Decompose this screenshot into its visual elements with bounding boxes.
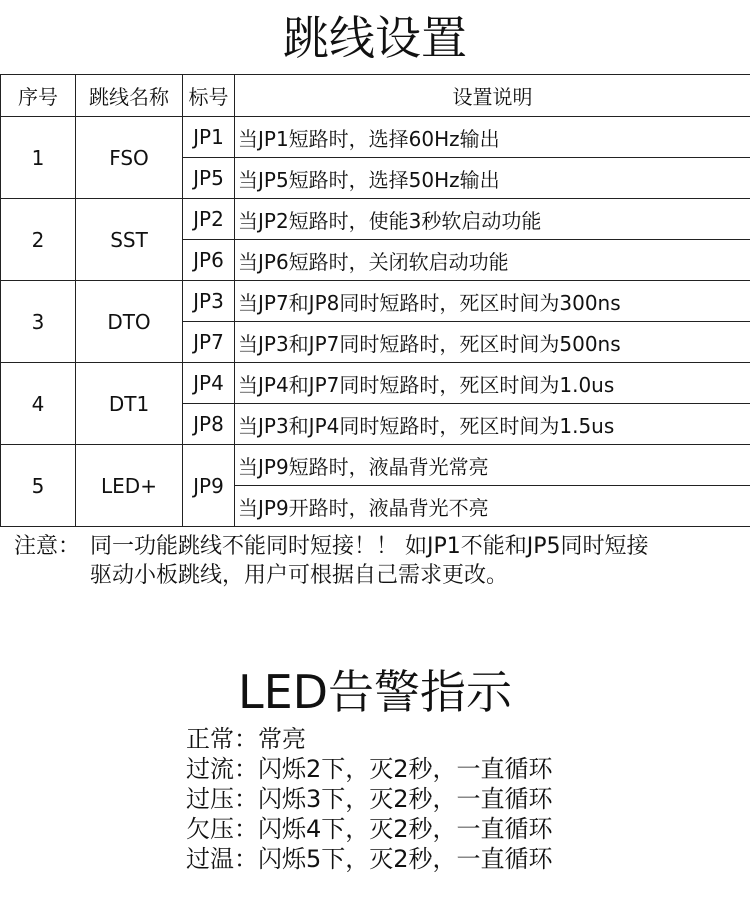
led-item-overcurrent: 过流：闪烁2下，灭2秒，一直循环 [186, 755, 553, 783]
table-row [1, 199, 750, 240]
table-row [1, 117, 750, 158]
serial-number-cell: 2 [1, 199, 76, 281]
jumper-name-cell: DTO [76, 281, 183, 363]
led-alarm-title: LED告警指示 [237, 665, 513, 719]
serial-number-cell: 5 [1, 445, 76, 527]
description-cell: 当JP5短路时，选择50Hz输出 [235, 158, 750, 199]
description-cell: 当JP7和JP8同时短路时，死区时间为300ns [235, 281, 750, 322]
table-row [1, 445, 750, 486]
led-alarm-list [186, 724, 553, 874]
description-cell: 当JP6短路时，关闭软启动功能 [235, 240, 750, 281]
jumper-label-cell: JP5 [183, 158, 235, 199]
jumper-label-cell: JP3 [183, 281, 235, 322]
table-row [1, 281, 750, 322]
serial-number-cell: 3 [1, 281, 76, 363]
header-label: 标号 [183, 75, 235, 117]
jumper-label-cell: JP4 [183, 363, 235, 404]
table-header-row [1, 75, 750, 117]
jumper-name-cell: LED+ [76, 445, 183, 527]
led-item-overvoltage: 过压：闪烁3下，灭2秒，一直循环 [186, 785, 553, 813]
description-cell: 当JP9开路时，液晶背光不亮 [235, 486, 750, 527]
jumper-name-cell: FSO [76, 117, 183, 199]
serial-number-cell: 1 [1, 117, 76, 199]
led-item-overtemperature: 过温：闪烁5下，灭2秒，一直循环 [186, 845, 553, 873]
jumper-settings-table [0, 74, 750, 527]
jumper-label-cell: JP7 [183, 322, 235, 363]
led-item-undervoltage: 欠压：闪烁4下，灭2秒，一直循环 [186, 815, 553, 843]
jumper-label-cell: JP2 [183, 199, 235, 240]
jumper-label-cell: JP8 [183, 404, 235, 445]
header-jumper-name: 跳线名称 [76, 75, 183, 117]
description-cell: 当JP2短路时，使能3秒软启动功能 [235, 199, 750, 240]
note-line-1: 同一功能跳线不能同时短接！！ 如JP1不能和JP5同时短接 [90, 534, 649, 559]
note-line-2: 驱动小板跳线，用户可根据自己需求更改。 [90, 563, 509, 588]
led-item-normal: 正常：常亮 [186, 725, 306, 753]
jumper-label-cell: JP9 [183, 445, 235, 527]
table-row [1, 363, 750, 404]
header-serial-number: 序号 [1, 75, 76, 117]
page-title: 跳线设置 [283, 11, 467, 65]
description-cell: 当JP9短路时，液晶背光常亮 [235, 445, 750, 486]
description-cell: 当JP3和JP7同时短路时，死区时间为500ns [235, 322, 750, 363]
header-description: 设置说明 [235, 75, 750, 117]
description-cell: 当JP4和JP7同时短路时，死区时间为1.0us [235, 363, 750, 404]
jumper-label-cell: JP6 [183, 240, 235, 281]
note-label: 注意： [14, 534, 81, 559]
description-cell: 当JP1短路时，选择60Hz输出 [235, 117, 750, 158]
serial-number-cell: 4 [1, 363, 76, 445]
description-cell: 当JP3和JP4同时短路时，死区时间为1.5us [235, 404, 750, 445]
jumper-label-cell: JP1 [183, 117, 235, 158]
note-section [14, 532, 744, 590]
jumper-name-cell: SST [76, 199, 183, 281]
jumper-name-cell: DT1 [76, 363, 183, 445]
